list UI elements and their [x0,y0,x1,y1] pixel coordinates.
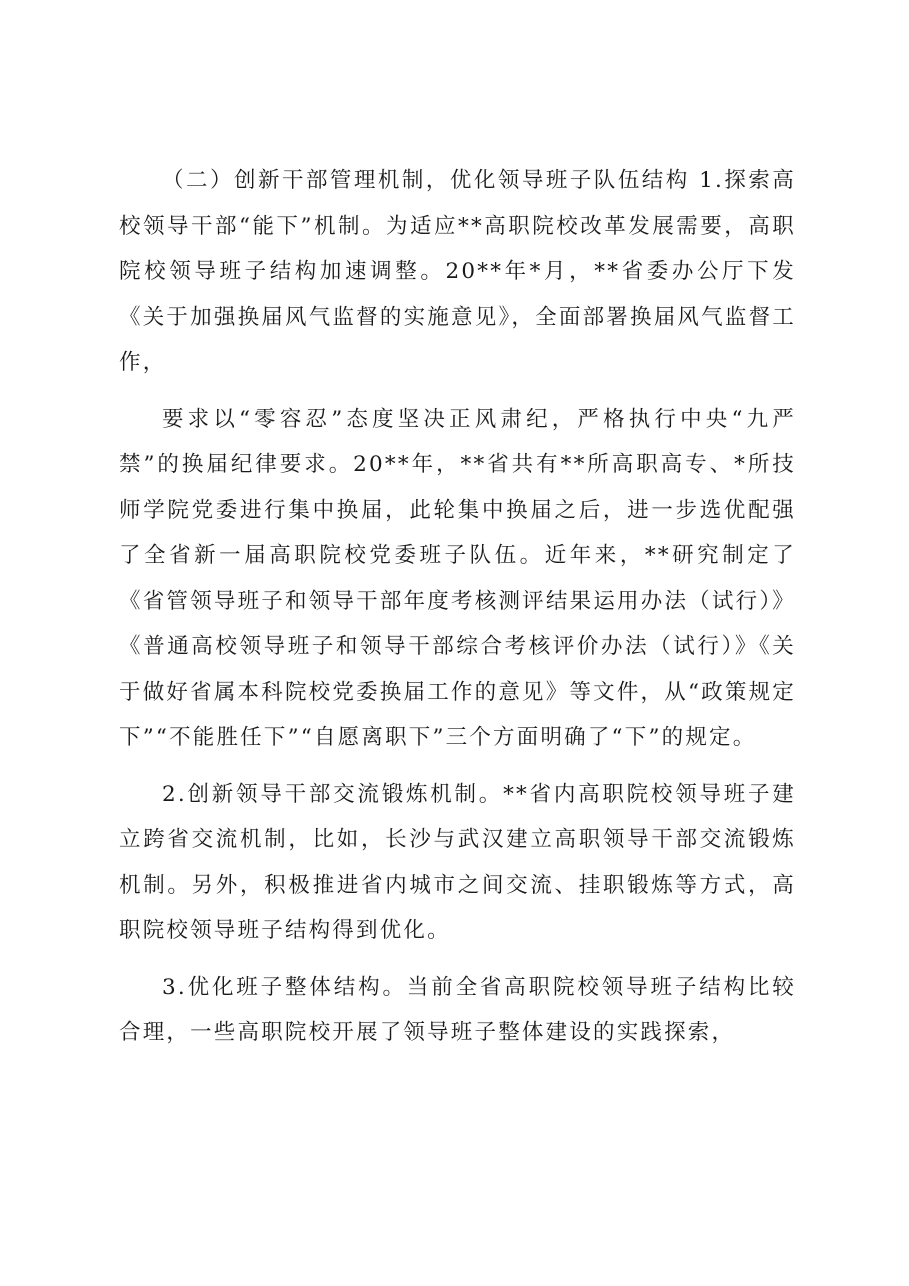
document-body [119,158,796,1067]
paragraph-section-2-intro: （二）创新干部管理机制，优化领导班子队伍结构 1.探索高校领导干部“能下”机制。为适应**高职院校改革发展需要，高职院校领导班子结构加速调整。20**年*月，**省委办公厅下发《关于加强换届风气监督的实施意见》，全面部署换届风气监督工作， [119,168,796,375]
paragraph-discipline-requirements: 要求以“零容忍”态度坚决正风肃纪，严格执行中央“九严禁”的换届纪律要求。20**年，**省共有**所高职高专、*所技师学院党委进行集中换届，此轮集中换届之后，进一步选优配强了全省新一届高职院校党委班子队伍。近年来，**研究制定了《省管领导班子和领导干部年度考核测评结果运用办法（试行）》《普通高校领导班子和领导干部综合考核评价办法（试行）》《关于做好省属本科院校党委换届工作的意见》等文件，从“政策规定下”“不能胜任下”“自愿离职下”三个方面明确了“下”的规定。 [119,406,796,750]
paragraph-exchange-mechanism: 2.创新领导干部交流锻炼机制。**省内高职院校领导班子建立跨省交流机制，比如，长沙与武汉建立高职领导干部交流锻炼机制。另外，积极推进省内城市之间交流、挂职锻炼等方式，高职院校领导班子结构得到优化。 [119,781,796,943]
paragraph-optimize-structure: 3.优化班子整体结构。当前全省高职院校领导班子结构比较合理，一些高职院校开展了领导班子整体建设的实践探索， [119,974,796,1045]
